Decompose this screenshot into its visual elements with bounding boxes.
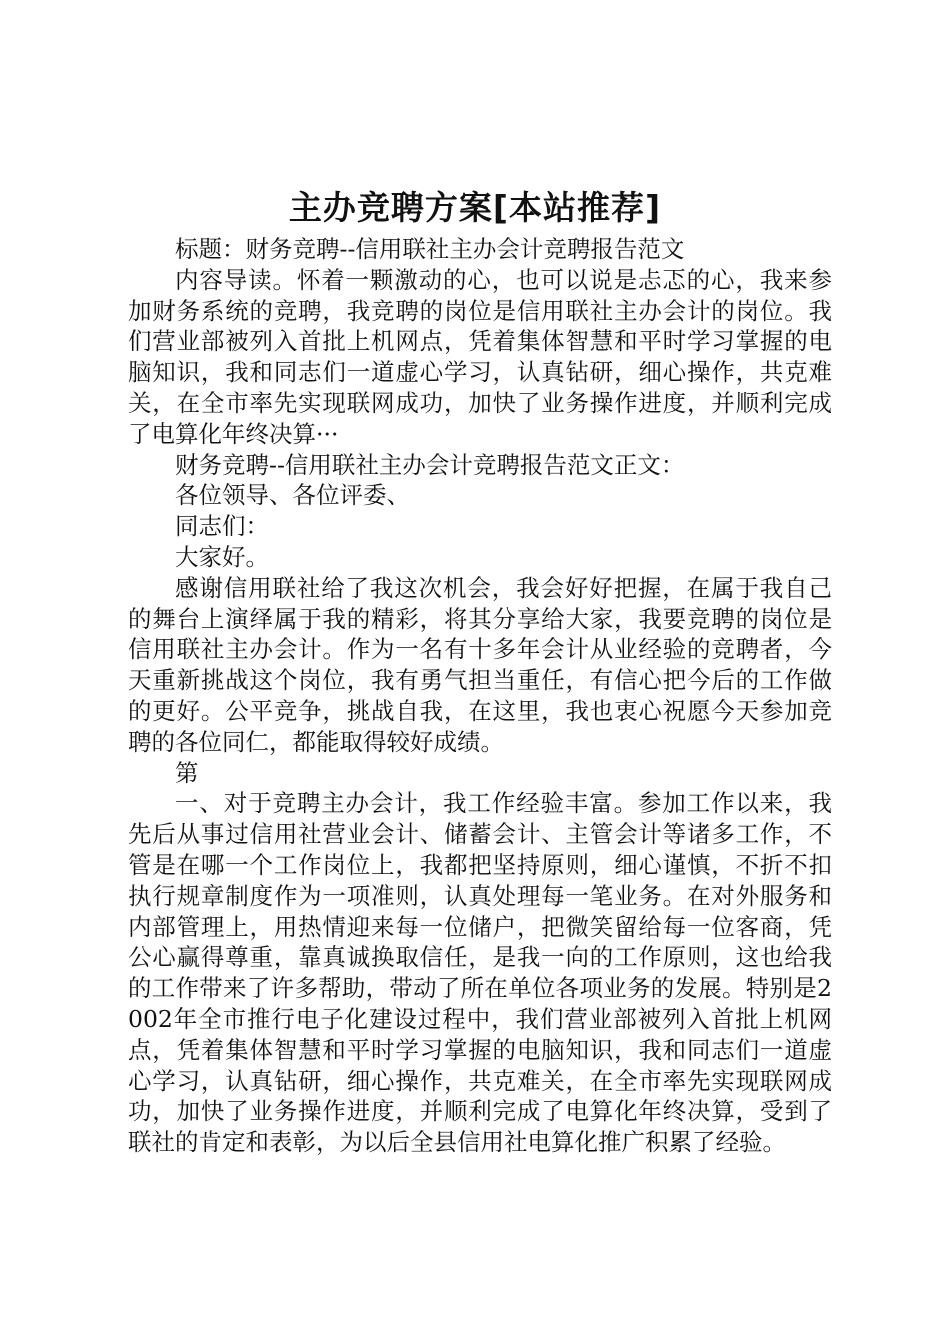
paragraph-thanks: 感谢信用联社给了我这次机会，我会好好把握，在属于我自己的舞台上演绎属于我的精彩，将其分享给大家，我要竞聘的岗位是信用联社主办会计。作为一名有十多年会计从业经验的竞聘者，今天重新挑战这个岗位，我有勇气担当重任，有信心把今后的工作做的更好。公平竞争，挑战自我，在这里，我也衷心祝愿今天参加竞聘的各位同仁，都能取得较好成绩。 <box>128 573 832 756</box>
paragraph-heading-line: 标题：财务竞聘--信用联社主办会计竞聘报告范文 <box>175 235 685 263</box>
paragraph-salutation-leaders: 各位领导、各位评委、 <box>175 481 410 510</box>
document-body <box>128 234 832 1158</box>
document-title: 主办竞聘方案[本站推荐] <box>288 188 662 227</box>
paragraph-experience: 一、对于竞聘主办会计，我工作经验丰富。参加工作以来，我先后从事过信用社营业会计、储蓄会计、主管会计等诸多工作，不管是在哪一个工作岗位上，我都把坚持原则，细心谨慎，不折不扣执行规章制度作为一项准则，认真处理每一笔业务。在对外服务和内部管理上，用热情迎来每一位储户，把微笑留给每一位客商，凭公心赢得尊重，靠真诚换取信任，是我一向的工作原则，这也给我的工作带来了许多帮助，带动了所在单位各项业务的发展。特别是2002年全市推行电子化建设过程中，我们营业部被列入首批上机网点，凭着集体智慧和平时学习掌握的电脑知识，我和同志们一道虚心学习，认真钻研，细心操作，共克难关，在全市率先实现联网成功，加快了业务操作进度，并顺利完成了电算化年终决算，受到了联社的肯定和表彰，为以后全县信用社电算化推广积累了经验。 <box>128 789 832 1157</box>
paragraph-greeting: 大家好。 <box>175 542 269 571</box>
paragraph-intro: 内容导读。怀着一颗激动的心，也可以说是忐忑的心，我来参加财务系统的竞聘，我竞聘的岗位是信用联社主办会计的岗位。我们营业部被列入首批上机网点，凭着集体智慧和平时学习掌握的电脑知识，我和同志们一道虚心学习，认真钻研，细心操作，共克难关，在全市率先实现联网成功，加快了业务操作进度，并顺利完成了电算化年终决算··· <box>128 265 832 448</box>
paragraph-section-marker: 第 <box>175 758 199 787</box>
paragraph-salutation-comrades: 同志们： <box>175 512 269 541</box>
paragraph-body-title: 财务竞聘--信用联社主办会计竞聘报告范文正文： <box>175 450 685 479</box>
